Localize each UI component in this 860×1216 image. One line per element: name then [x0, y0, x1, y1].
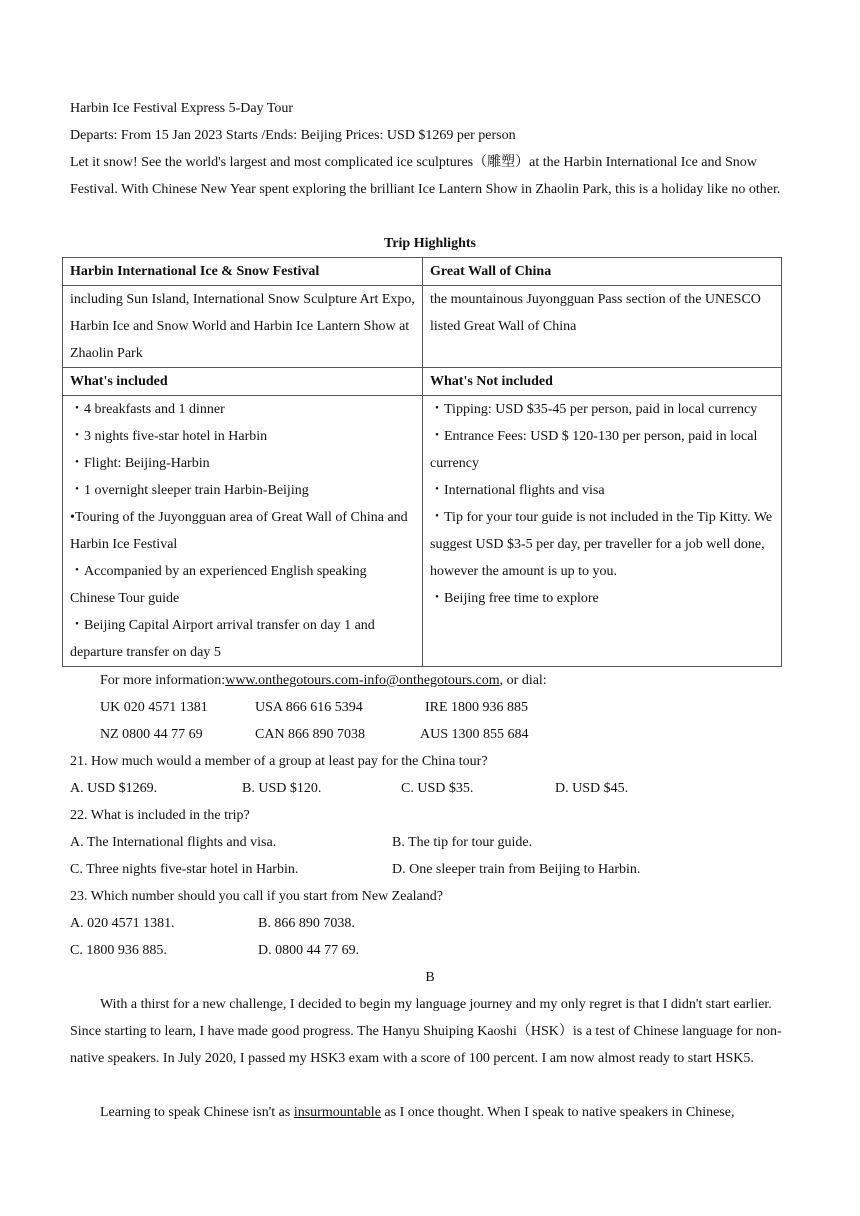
list-item: ・1 overnight sleeper train Harbin-Beijing	[70, 483, 309, 498]
table-header-cell: What's Not included	[423, 368, 782, 396]
option-a: A. 020 4571 1381.	[70, 916, 175, 931]
list-item: ・Beijing free time to explore	[430, 591, 599, 606]
list-item: ・Beijing Capital Airport arrival transfer on day 1 and departure transfer on day 5	[70, 618, 375, 660]
phone-row	[100, 694, 528, 721]
table-row	[63, 258, 782, 286]
phone-number: NZ 0800 44 77 69	[100, 727, 203, 742]
list-item: ・4 breakfasts and 1 dinner	[70, 402, 225, 417]
list-item: ・3 nights five-star hotel in Harbin	[70, 429, 268, 444]
list-item: ・Accompanied by an experienced English speaking Chinese Tour guide	[70, 564, 367, 606]
phone-number: CAN 866 890 7038	[255, 727, 366, 742]
passage-paragraph: With a thirst for a new challenge, I decided to begin my language journey and my only regret is that I didn't start earlier. Since starting to learn, I have made good progress. The Hanyu Shuiping Kaoshi（HSK）is a test of Chinese language for non-native speakers. In July 2020, I passed my HSK3 exam with a score of 100 percent. I am now almost ready to start HSK5.	[70, 997, 782, 1066]
list-item: •Touring of the Juyongguan area of Great Wall of China and Harbin Ice Festival	[70, 510, 408, 552]
table-row	[63, 368, 782, 396]
departs-line: Departs: From 15 Jan 2023 Starts /Ends: Beijing Prices: USD $1269 per person	[70, 128, 516, 143]
table-cell: including Sun Island, International Snow Sculpture Art Expo, Harbin Ice and Snow World and Harbin Ice Lantern Show at Zhaolin Park	[63, 286, 423, 368]
option-b: B. 866 890 7038.	[258, 916, 355, 931]
table-header-cell: Great Wall of China	[423, 258, 782, 286]
option-d: D. USD $45.	[555, 781, 629, 796]
included-list	[63, 396, 423, 667]
question-23: 23. Which number should you call if you start from New Zealand?	[70, 889, 443, 904]
table-header-cell: What's included	[63, 368, 423, 396]
table-cell: the mountainous Juyongguan Pass section of the UNESCO listed Great Wall of China	[423, 286, 782, 368]
list-item: ・Flight: Beijing-Harbin	[70, 456, 210, 471]
contact-info	[100, 667, 547, 694]
table-caption: Trip Highlights	[384, 236, 476, 251]
tour-title: Harbin Ice Festival Express 5-Day Tour	[70, 101, 294, 116]
passage-text: as I once thought. When I speak to native speakers in Chinese,	[380, 1105, 735, 1120]
intro-paragraph: Let it snow! See the world's largest and most complicated ice sculptures（雕塑）at the Harbin International Ice and Snow Festival. With Chinese New Year spent exploring the brilliant Ice Lantern Show in Zhaolin Park, this is a holiday like no other.	[70, 155, 781, 197]
question-22: 22. What is included in the trip?	[70, 808, 250, 823]
table-row	[63, 286, 782, 368]
option-d: D. 0800 44 77 69.	[258, 943, 360, 958]
highlights-table	[62, 257, 782, 667]
option-c: C. Three nights five-star hotel in Harbin.	[70, 862, 299, 877]
contact-suffix: , or dial:	[499, 673, 547, 688]
passage-text: Learning to speak Chinese isn't as	[100, 1105, 294, 1120]
list-item: ・Tipping: USD $35-45 per person, paid in local currency	[430, 402, 758, 417]
phone-number: USA 866 616 5394	[255, 700, 363, 715]
option-b: B. The tip for tour guide.	[392, 835, 533, 850]
table-header-cell: Harbin International Ice & Snow Festival	[63, 258, 423, 286]
contact-link[interactable]: www.onthegotours.com-info@onthegotours.com	[225, 673, 500, 688]
phone-row	[100, 721, 529, 748]
list-item: ・International flights and visa	[430, 483, 605, 498]
contact-prefix: For more information:	[100, 673, 226, 688]
option-d: D. One sleeper train from Beijing to Harbin.	[392, 862, 641, 877]
option-c: C. 1800 936 885.	[70, 943, 167, 958]
option-c: C. USD $35.	[401, 781, 474, 796]
phone-number: IRE 1800 936 885	[425, 700, 529, 715]
phone-number: AUS 1300 855 684	[420, 727, 529, 742]
section-letter: B	[425, 970, 435, 985]
option-a: A. USD $1269.	[70, 781, 158, 796]
phone-number: UK 020 4571 1381	[100, 700, 208, 715]
table-row	[63, 396, 782, 667]
list-item: ・Entrance Fees: USD $ 120-130 per person, paid in local currency	[430, 429, 758, 471]
passage-paragraph	[70, 1099, 790, 1126]
question-21: 21. How much would a member of a group at least pay for the China tour?	[70, 754, 488, 769]
underlined-word: insurmountable	[293, 1105, 381, 1120]
option-b: B. USD $120.	[242, 781, 322, 796]
list-item: ・Tip for your tour guide is not included in the Tip Kitty. We suggest USD $3-5 per day, per traveller for a job well done, however the amount is up to you.	[430, 510, 773, 579]
option-a: A. The International flights and visa.	[70, 835, 277, 850]
not-included-list	[423, 396, 782, 667]
